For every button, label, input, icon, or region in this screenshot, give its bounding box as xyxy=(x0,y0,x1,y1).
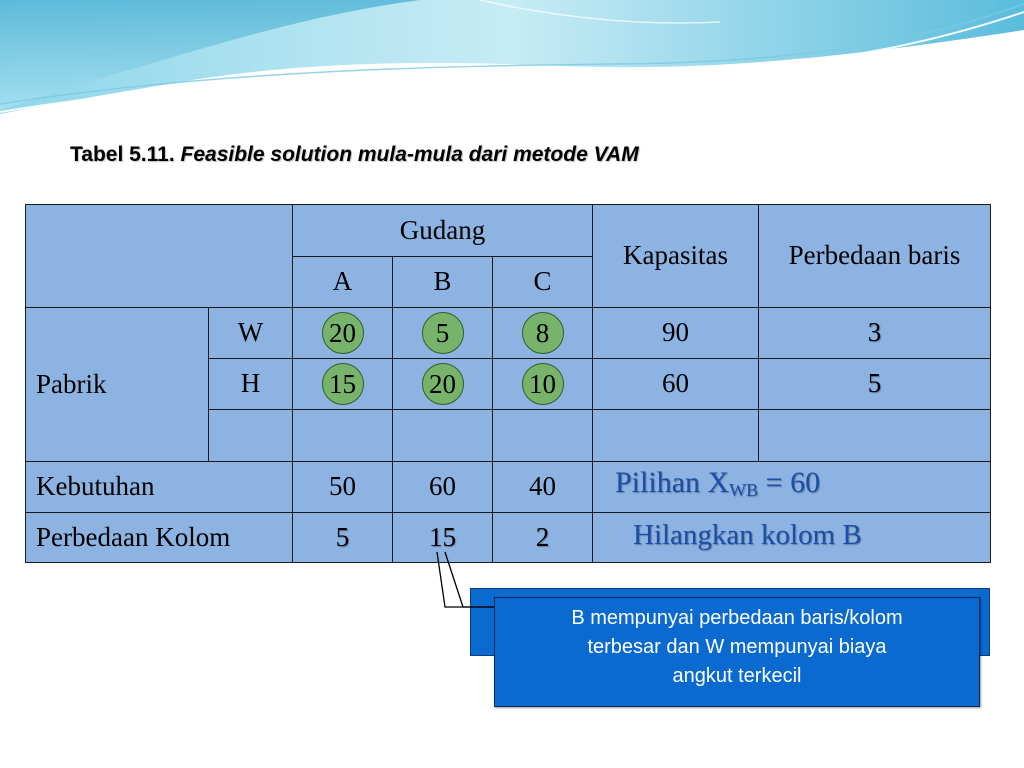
callout-line: B mempunyai perbedaan baris/kolom xyxy=(571,607,903,629)
callout-line: angkut terkecil xyxy=(672,665,802,687)
callout-box xyxy=(494,597,980,707)
kapasitas-h: 60 xyxy=(593,359,759,410)
cost-circle: 5 xyxy=(422,312,464,354)
kebutuhan-label: Kebutuhan xyxy=(26,462,293,513)
row-w-label: W xyxy=(209,308,293,359)
cost-circle: 20 xyxy=(422,363,464,405)
header-kapasitas: Kapasitas xyxy=(593,205,759,308)
pilihan-annotation xyxy=(615,466,820,501)
cost-circle: 15 xyxy=(322,363,364,405)
pilihan-subscript: WB xyxy=(729,480,759,500)
empty-cell xyxy=(593,410,759,462)
perbedaan-kolom-a: 5 xyxy=(293,513,393,563)
empty-cell xyxy=(493,410,593,462)
header-col-b: B xyxy=(393,257,493,308)
perbedaan-baris-h: 5 xyxy=(759,359,991,410)
kebutuhan-c: 40 xyxy=(493,462,593,513)
header-gudang: Gudang xyxy=(293,205,593,257)
header-col-c: C xyxy=(493,257,593,308)
header-perbedaan-baris: Perbedaan baris xyxy=(759,205,991,308)
caption-title: Feasible solution mula-mula dari metode VAM xyxy=(180,143,639,166)
empty-cell xyxy=(759,410,991,462)
cost-w-b xyxy=(393,308,493,359)
hilangkan-annotation: Hilangkan kolom B xyxy=(633,519,862,551)
cost-circle: 20 xyxy=(322,312,364,354)
cost-w-c xyxy=(493,308,593,359)
kapasitas-w: 90 xyxy=(593,308,759,359)
callout-line: terbesar dan W mempunyai biaya xyxy=(587,636,887,658)
header-col-a: A xyxy=(293,257,393,308)
cost-circle: 8 xyxy=(522,312,564,354)
caption-label: Tabel 5.11. xyxy=(70,143,175,166)
table-caption xyxy=(70,143,639,167)
perbedaan-kolom-c: 2 xyxy=(493,513,593,563)
cost-w-a xyxy=(293,308,393,359)
perbedaan-kolom-label: Perbedaan Kolom xyxy=(26,513,293,563)
perbedaan-baris-w: 3 xyxy=(759,308,991,359)
cost-h-c xyxy=(493,359,593,410)
header-empty-cell xyxy=(26,205,293,308)
kebutuhan-b: 60 xyxy=(393,462,493,513)
empty-cell xyxy=(293,410,393,462)
pilihan-suffix: = 60 xyxy=(758,466,821,499)
pilihan-prefix: Pilihan X xyxy=(615,466,730,499)
row-h-label: H xyxy=(209,359,293,410)
pabrik-label: Pabrik xyxy=(26,308,209,462)
cost-h-b xyxy=(393,359,493,410)
kebutuhan-a: 50 xyxy=(293,462,393,513)
empty-cell xyxy=(393,410,493,462)
cost-circle: 10 xyxy=(522,363,564,405)
perbedaan-kolom-b: 15 xyxy=(393,513,493,563)
empty-cell xyxy=(209,410,293,462)
vam-table xyxy=(25,204,991,563)
cost-h-a xyxy=(293,359,393,410)
